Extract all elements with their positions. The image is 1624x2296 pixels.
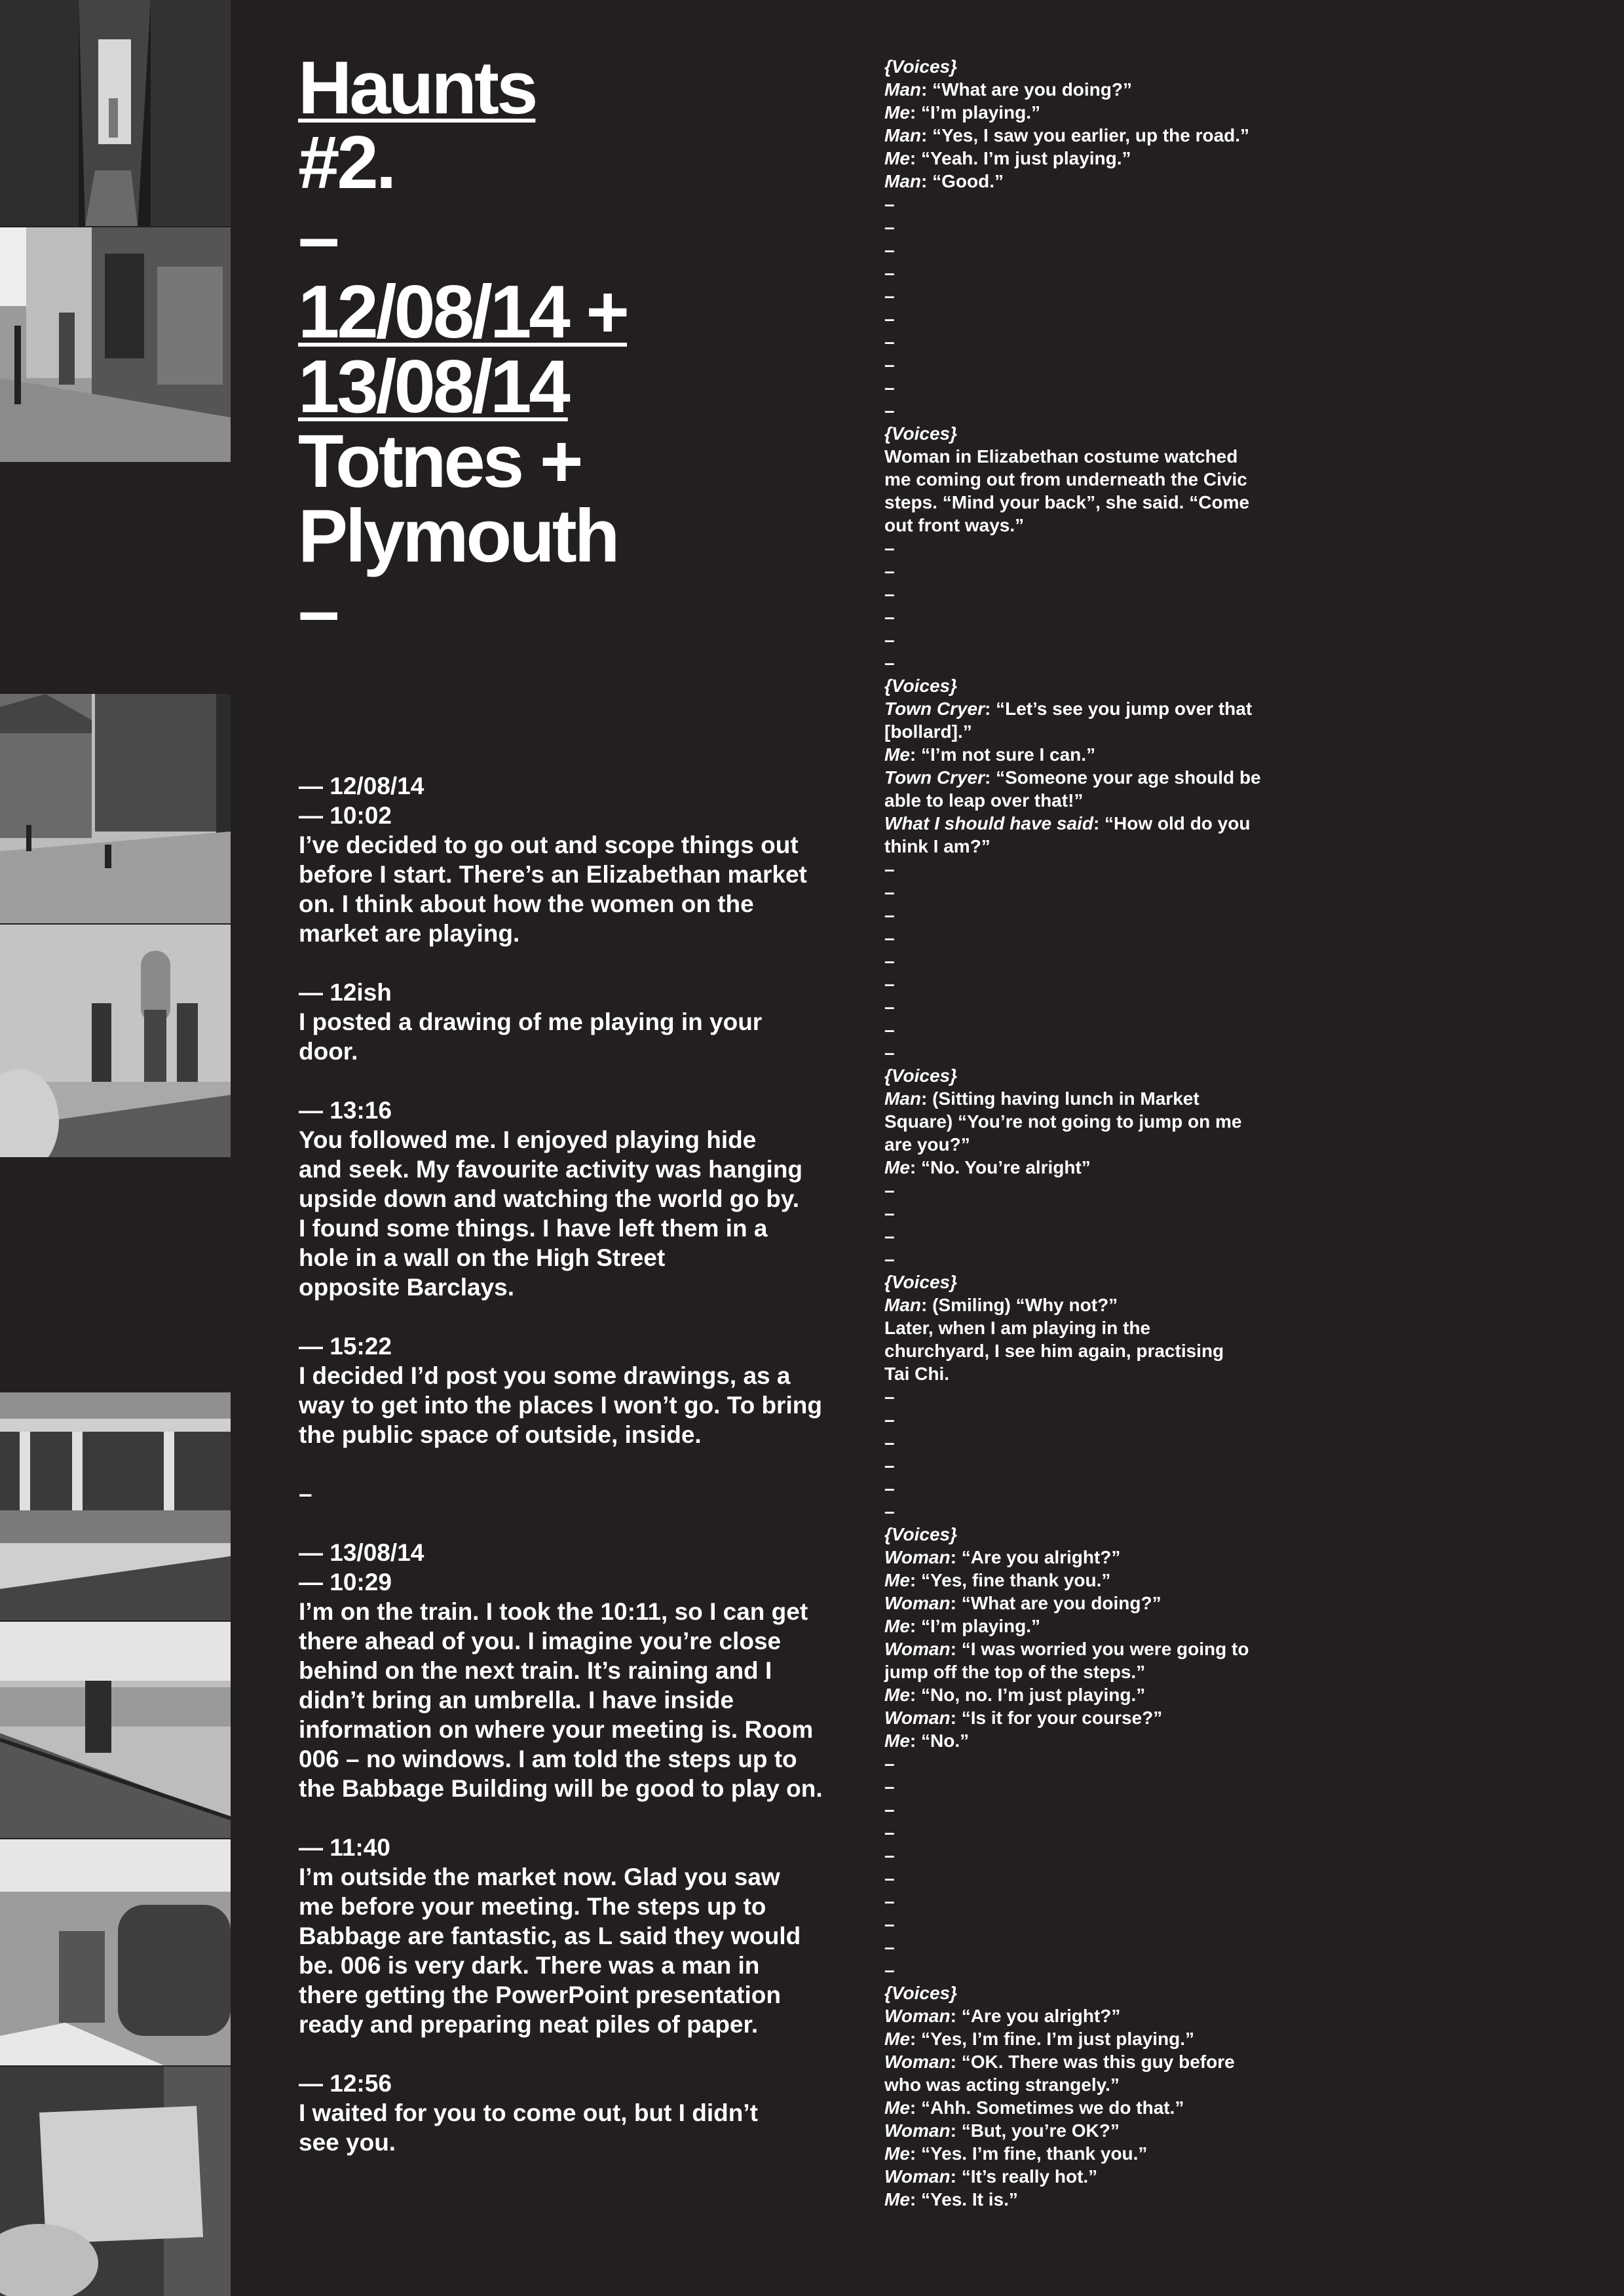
voices-line: [884, 1569, 1277, 1592]
voices-line: [884, 491, 1277, 514]
voices-header: {Voices}: [884, 56, 958, 77]
voices-line: [884, 1660, 1277, 1683]
dash-separator: –: [884, 1891, 895, 1911]
dash-separator: –: [884, 630, 895, 650]
speaker: Woman: [884, 1639, 951, 1659]
utterance: : “Good.”: [921, 171, 1004, 191]
title-line: 12/08/14 +: [298, 271, 628, 354]
dash-separator: –: [884, 1249, 895, 1269]
utterance: : “Yes, fine thank you.”: [909, 1570, 1111, 1590]
diary-line: didn’t bring an umbrella. I have inside: [299, 1687, 734, 1713]
diary-line: — 10:29: [299, 1569, 392, 1596]
dash-separator: –: [884, 538, 895, 558]
dash-separator: –: [884, 1432, 895, 1453]
utterance: steps. “Mind your back”, she said. “Come: [884, 492, 1250, 512]
dash-separator: –: [884, 882, 895, 902]
utterance: jump off the top of the steps.”: [884, 1662, 1146, 1682]
dash-separator: –: [884, 905, 895, 925]
utterance: : “Ahh. Sometimes we do that.”: [909, 2097, 1184, 2118]
utterance: : “OK. There was this guy before: [950, 2052, 1235, 2072]
diary-line: way to get into the places I won’t go. To bring: [299, 1392, 822, 1419]
speaker: Town Cryer: [884, 698, 985, 719]
voices-group: [884, 1523, 1277, 1981]
utterance: : “No, no. I’m just playing.”: [909, 1685, 1146, 1705]
voices-line: [884, 812, 1277, 835]
voices-header: {Voices}: [884, 1065, 958, 1086]
utterance: : “I’m not sure I can.”: [909, 744, 1096, 765]
voices-column: [884, 55, 1277, 2211]
utterance: : “Someone your age should be: [985, 767, 1261, 788]
voices-line: [884, 1592, 1277, 1615]
voices-line: [884, 445, 1277, 468]
dash-separator: –: [884, 1409, 895, 1430]
diary-line: and seek. My favourite activity was hanging: [299, 1156, 803, 1183]
dash-separator: –: [884, 1799, 895, 1820]
utterance: Woman in Elizabethan costume watched: [884, 446, 1238, 467]
voices-line: [884, 2188, 1277, 2211]
diary-line: I’m on the train. I took the 10:11, so I can get: [299, 1598, 808, 1625]
speaker: Me: [884, 2189, 910, 2210]
voices-group: [884, 55, 1277, 422]
diary-line: the Babbage Building will be good to play on.: [299, 1775, 823, 1802]
voices-line: [884, 1339, 1277, 1362]
voices-group: [884, 1981, 1277, 2211]
voices-line: [884, 1729, 1277, 1752]
voices-line: [884, 147, 1277, 170]
title-line: –: [298, 196, 337, 279]
voices-line: [884, 1615, 1277, 1637]
voices-group: [884, 1064, 1277, 1271]
voices-header: {Voices}: [884, 1983, 958, 2003]
photo-totnes-street: [0, 227, 231, 462]
diary-column: [299, 771, 823, 2187]
diary-line: there getting the PowerPoint presentation: [299, 1981, 781, 2008]
voices-line: [884, 1546, 1277, 1569]
dash-separator: –: [884, 1776, 895, 1797]
voices-line: [884, 101, 1277, 124]
photo-hand-card: [0, 2067, 231, 2296]
utterance: think I am?”: [884, 836, 991, 856]
dash-separator: –: [884, 928, 895, 948]
photo-babbage-steps: [0, 1622, 231, 1838]
utterance: : “What are you doing?”: [950, 1593, 1161, 1613]
voices-line: [884, 468, 1277, 491]
dash-separator: –: [884, 1501, 895, 1521]
utterance: who was acting strangely.”: [884, 2075, 1120, 2095]
utterance: Later, when I am playing in the: [884, 1318, 1151, 1338]
speaker: Woman: [884, 2052, 951, 2072]
utterance: : (Smiling) “Why not?”: [921, 1295, 1118, 1315]
utterance: : “Is it for your course?”: [950, 1708, 1163, 1728]
dash-separator: –: [884, 286, 895, 306]
voices-line: [884, 1293, 1277, 1316]
utterance: [bollard].”: [884, 721, 972, 742]
photo-hedge-figure: [0, 1839, 231, 2065]
dash-separator: –: [884, 1020, 895, 1040]
title-line: #2.: [298, 121, 394, 204]
voices-line: [884, 720, 1277, 743]
speaker: Man: [884, 125, 921, 145]
dash-separator: –: [884, 194, 895, 214]
speaker: Me: [884, 744, 910, 765]
diary-line: I posted a drawing of me playing in your door.: [299, 1008, 763, 1065]
diary-entry: [299, 1479, 823, 1508]
voices-line: [884, 514, 1277, 537]
voices-line: [884, 2119, 1277, 2142]
utterance: are you?”: [884, 1134, 970, 1155]
speaker: Woman: [884, 1593, 951, 1613]
voices-line: [884, 2004, 1277, 2027]
diary-line: –: [299, 1480, 312, 1507]
dash-separator: –: [884, 1478, 895, 1499]
speaker: Me: [884, 1616, 910, 1636]
dash-separator: –: [884, 263, 895, 283]
diary-line: the public space of outside, inside.: [299, 1421, 702, 1448]
dash-separator: –: [884, 561, 895, 581]
voices-line: [884, 1683, 1277, 1706]
voices-line: [884, 124, 1277, 147]
photo-strip: [0, 0, 231, 2296]
dash-separator: –: [884, 1868, 895, 1888]
speaker: Woman: [884, 2166, 951, 2187]
speaker: Me: [884, 1570, 910, 1590]
utterance: churchyard, I see him again, practising: [884, 1341, 1224, 1361]
dash-separator: –: [884, 1960, 895, 1980]
dash-separator: –: [884, 1937, 895, 1957]
voices-line: [884, 1087, 1277, 1110]
utterance: : “Are you alright?”: [950, 1547, 1121, 1567]
voices-line: [884, 1637, 1277, 1660]
utterance: out front ways.”: [884, 515, 1025, 535]
utterance: : “I’m playing.”: [909, 1616, 1041, 1636]
voices-line: [884, 2073, 1277, 2096]
diary-line: I’m outside the market now. Glad you saw: [299, 1864, 780, 1890]
speaker: Me: [884, 2029, 910, 2049]
diary-line: see you.: [299, 2129, 396, 2156]
utterance: : “No.”: [909, 1731, 970, 1751]
speaker: Me: [884, 1731, 910, 1751]
photo-civic-steps: [0, 1392, 231, 1620]
speaker: Man: [884, 1295, 921, 1315]
diary-entry: [299, 1331, 823, 1449]
dash-separator: –: [884, 377, 895, 398]
utterance: Square) “You’re not going to jump on me: [884, 1111, 1242, 1132]
voices-header: {Voices}: [884, 1524, 958, 1544]
dash-separator: –: [884, 309, 895, 329]
voices-line: [884, 789, 1277, 812]
dash-separator: –: [884, 400, 895, 421]
photo-women-walking: [0, 925, 231, 1157]
utterance: : “Yes. It is.”: [909, 2189, 1018, 2210]
speaker: Me: [884, 148, 910, 168]
voices-line: [884, 2165, 1277, 2188]
voices-group: [884, 674, 1277, 1064]
voices-line: [884, 2142, 1277, 2165]
dash-separator: –: [884, 859, 895, 879]
utterance: : “Yes, I saw you earlier, up the road.”: [921, 125, 1250, 145]
voices-line: [884, 1133, 1277, 1156]
photo-alley-figure: [0, 0, 231, 226]
voices-line: [884, 743, 1277, 766]
voices-line: [884, 1110, 1277, 1133]
diary-line: before I start. There’s an Elizabethan market: [299, 861, 807, 888]
dash-separator: –: [884, 1753, 895, 1774]
dash-separator: –: [884, 1043, 895, 1063]
title-line: Plymouth: [298, 495, 618, 578]
diary-line: hole in a wall on the High Street: [299, 1244, 666, 1271]
speaker: Man: [884, 171, 921, 191]
dash-separator: –: [884, 653, 895, 673]
speaker: Man: [884, 79, 921, 100]
diary-entry: [299, 771, 823, 948]
dash-separator: –: [884, 1455, 895, 1476]
utterance: me coming out from underneath the Civic: [884, 469, 1247, 489]
utterance: Tai Chi.: [884, 1364, 950, 1384]
diary-line: be. 006 is very dark. There was a man in: [299, 1952, 760, 1979]
utterance: : “Yes. I’m fine, thank you.”: [909, 2143, 1148, 2164]
diary-line: ready and preparing neat piles of paper.: [299, 2011, 759, 2038]
speaker: Town Cryer: [884, 767, 985, 788]
title-line: 13/08/14: [298, 345, 568, 429]
dash-separator: –: [884, 332, 895, 352]
page-title: [298, 47, 757, 653]
diary-entry: [299, 978, 823, 1066]
utterance: : “I’m playing.”: [909, 102, 1041, 123]
voices-line: [884, 2050, 1277, 2073]
utterance: : “But, you’re OK?”: [950, 2120, 1120, 2141]
title-line: –: [298, 569, 337, 653]
dash-separator: –: [884, 1180, 895, 1200]
speaker: Man: [884, 1088, 921, 1109]
speaker: Me: [884, 2143, 910, 2164]
diary-line: — 12ish: [299, 979, 392, 1006]
diary-line: upside down and watching the world go by.: [299, 1185, 799, 1212]
voices-line: [884, 766, 1277, 789]
utterance: : “Are you alright?”: [950, 2006, 1121, 2026]
voices-header: {Voices}: [884, 1272, 958, 1292]
diary-line: Babbage are fantastic, as L said they would: [299, 1923, 801, 1949]
diary-line: — 13/08/14: [299, 1539, 425, 1566]
dash-separator: –: [884, 584, 895, 604]
dash-separator: –: [884, 997, 895, 1017]
utterance: : “How old do you: [1093, 813, 1251, 833]
dash-separator: –: [884, 607, 895, 627]
speaker: Me: [884, 102, 910, 123]
voices-group: [884, 422, 1277, 674]
title-line: Totnes +: [298, 420, 581, 503]
voices-line: [884, 170, 1277, 193]
voices-header: {Voices}: [884, 676, 958, 696]
speaker: Me: [884, 1157, 910, 1177]
diary-line: — 11:40: [299, 1834, 390, 1861]
utterance: : “Let’s see you jump over that: [985, 698, 1253, 719]
diary-line: I’ve decided to go out and scope things out: [299, 832, 799, 858]
speaker: Woman: [884, 2120, 951, 2141]
diary-entry: [299, 1096, 823, 1302]
utterance: able to leap over that!”: [884, 790, 1084, 811]
diary-line: I found some things. I have left them in a: [299, 1215, 768, 1242]
voices-line: [884, 1156, 1277, 1179]
voices-header: {Voices}: [884, 423, 958, 444]
dash-separator: –: [884, 217, 895, 237]
utterance: : (Sitting having lunch in Market: [921, 1088, 1199, 1109]
speaker: What I should have said: [884, 813, 1093, 833]
diary-entry: [299, 1538, 823, 1803]
diary-line: You followed me. I enjoyed playing hide: [299, 1126, 757, 1153]
utterance: : “I was worried you were going to: [950, 1639, 1249, 1659]
dash-separator: –: [884, 1822, 895, 1843]
diary-line: there ahead of you. I imagine you’re close: [299, 1628, 782, 1655]
utterance: : “Yeah. I’m just playing.”: [909, 148, 1131, 168]
diary-line: opposite Barclays.: [299, 1274, 515, 1301]
speaker: Me: [884, 1685, 910, 1705]
dash-separator: –: [884, 354, 895, 375]
voices-line: [884, 697, 1277, 720]
speaker: Woman: [884, 1547, 951, 1567]
photo-market-square: [0, 694, 231, 923]
diary-line: — 12:56: [299, 2070, 392, 2097]
diary-line: on. I think about how the women on the: [299, 890, 754, 917]
utterance: : “It’s really hot.”: [950, 2166, 1098, 2187]
dash-separator: –: [884, 974, 895, 994]
diary-line: — 10:02: [299, 802, 392, 829]
utterance: : “What are you doing?”: [921, 79, 1132, 100]
utterance: : “No. You’re alright”: [909, 1157, 1091, 1177]
voices-line: [884, 1362, 1277, 1385]
diary-line: — 15:22: [299, 1333, 392, 1360]
speaker: Woman: [884, 2006, 951, 2026]
diary-line: — 12/08/14: [299, 773, 425, 799]
diary-entry: [299, 2069, 823, 2157]
diary-line: market are playing.: [299, 920, 520, 947]
diary-line: me before your meeting. The steps up to: [299, 1893, 766, 1920]
voices-group: [884, 1271, 1277, 1523]
speaker: Me: [884, 2097, 910, 2118]
voices-line: [884, 2027, 1277, 2050]
diary-entry: [299, 1833, 823, 2039]
title-line: Haunts: [298, 47, 536, 130]
dash-separator: –: [884, 951, 895, 971]
voices-line: [884, 78, 1277, 101]
utterance: : “Yes, I’m fine. I’m just playing.”: [909, 2029, 1195, 2049]
diary-line: behind on the next train. It’s raining and I: [299, 1657, 772, 1684]
dash-separator: –: [884, 1387, 895, 1407]
voices-line: [884, 1706, 1277, 1729]
diary-line: I decided I’d post you some drawings, as a: [299, 1362, 791, 1389]
dash-separator: –: [884, 1845, 895, 1866]
diary-line: — 13:16: [299, 1097, 392, 1124]
voices-line: [884, 1316, 1277, 1339]
dash-separator: –: [884, 240, 895, 260]
dash-separator: –: [884, 1226, 895, 1246]
dash-separator: –: [884, 1203, 895, 1223]
voices-line: [884, 2096, 1277, 2119]
dash-separator: –: [884, 1914, 895, 1934]
diary-line: 006 – no windows. I am told the steps up to: [299, 1746, 797, 1772]
speaker: Woman: [884, 1708, 951, 1728]
diary-line: information on where your meeting is. Room: [299, 1716, 814, 1743]
voices-line: [884, 835, 1277, 858]
diary-line: I waited for you to come out, but I didn’t: [299, 2099, 758, 2126]
